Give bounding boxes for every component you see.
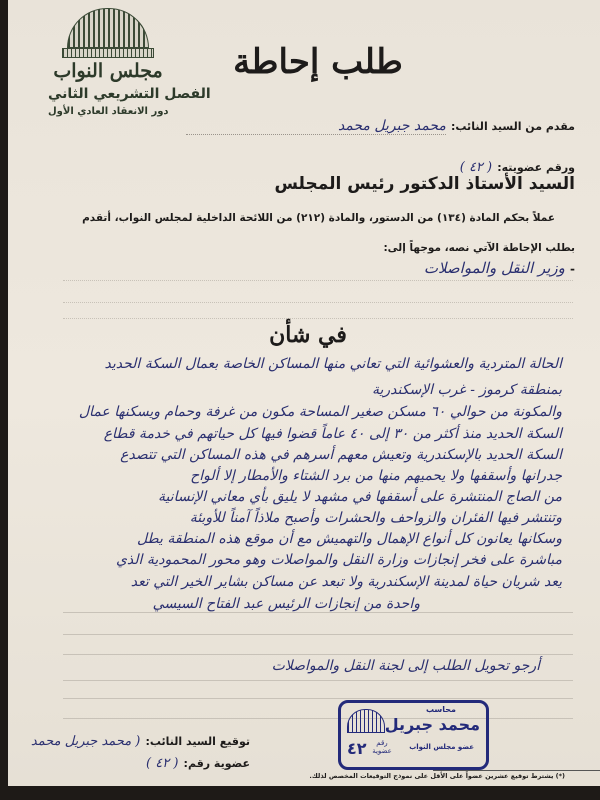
stamp-top: محاسب <box>425 705 456 714</box>
stamp-membership-number: ٤٢ <box>347 739 367 758</box>
directed-to-row <box>65 258 575 277</box>
dome-base-icon <box>62 48 154 58</box>
body-line: وتنتشر فيها الفئران والزواحف والحشرات وأصبح ملاذاً آمناً للأوبئة <box>189 510 562 526</box>
footnote: (*) يشترط توقيع عشرين عضواً على الأقل على نموذج التوقيعات المخصص لذلك. <box>309 772 565 780</box>
signature-label: توقيع السيد النائب: <box>145 735 250 748</box>
body-line: بمنطقة كرموز - غرب الإسكندرية <box>372 382 562 398</box>
bullet: - <box>570 262 575 276</box>
document-page <box>8 0 600 786</box>
signature-row <box>31 730 250 749</box>
body-line: يعد شريان حياة لمدينة الإسكندرية ولا تبعد عن مساكن بشاير الخير التي تعد <box>130 574 562 590</box>
preamble: عملاً بحكم المادة (١٣٤) من الدستور، والمادة (٢١٢) من اللائحة الداخلية لمجلس النواب، أتقدم <box>82 212 555 224</box>
membership-value: ( ٤٢ ) <box>459 160 493 175</box>
dome-icon <box>347 709 385 733</box>
logo-name: مجلس النواب <box>53 60 163 82</box>
submitted-by-label: مقدم من السيد النائب: <box>451 120 575 133</box>
divider <box>63 302 573 303</box>
stamp-role: عضو مجلس النواب <box>409 743 474 751</box>
directed-to-value: وزير النقل والمواصلات <box>423 259 565 277</box>
body-line: والمكونة من حوالي ٦٠ مسكن صغير المساحة مكون من غرفة وحمام ويسكنها عمال <box>78 404 562 420</box>
ruled-line <box>63 654 573 655</box>
dome-icon <box>67 8 149 48</box>
body-line: مباشرة على فخر إنجازات وزارة النقل والمواصلات وهو محور المحمودية الذي <box>115 552 562 568</box>
ruled-line <box>63 680 573 681</box>
membership-label: ورقم عضويته: <box>497 161 575 174</box>
ruled-line <box>63 718 573 719</box>
divider <box>63 280 573 281</box>
ruled-line <box>63 698 573 699</box>
signature-value: ( محمد جبريل محمد <box>30 734 141 749</box>
logo-term: الفصل التشريعي الثاني <box>48 86 211 102</box>
parliament-logo <box>48 8 211 117</box>
closing-request: أرجو تحويل الطلب إلى لجنة النقل والمواصلات <box>271 658 540 674</box>
request-intro: بطلب الإحاطة الآتي نصه، موجهاً إلى: <box>383 242 575 254</box>
ruled-line <box>63 634 573 635</box>
body-line: الحالة المتردية والعشوائية التي تعاني منها المساكن الخاصة بعمال السكة الحديد <box>104 356 562 372</box>
member-stamp <box>338 700 489 770</box>
submitted-by-row <box>175 115 575 135</box>
footnote-rule <box>433 770 600 771</box>
signature-membership-label: عضوية رقم: <box>183 757 250 770</box>
membership-row <box>460 156 575 175</box>
body-line: وسكانها يعانون كل أنواع الإهمال والتهميش مع أن موقع هذه المنطقة يطل <box>136 531 562 547</box>
divider <box>63 318 573 319</box>
subject-heading: في شأن <box>269 322 347 348</box>
signature-membership-row <box>146 752 250 771</box>
stamp-membership-label: رقم عضوية <box>372 739 392 755</box>
stamp-name: محمد جبريل <box>384 715 480 734</box>
submitted-by-value: محمد جبريل محمد <box>186 118 446 135</box>
logo-session: دور الانعقاد العادي الأول <box>48 106 169 117</box>
ruled-line <box>63 612 573 613</box>
body-line: السكة الحديد منذ أكثر من ٣٠ إلى ٤٠ عاماً قضوا فيها كل حياتهم في خدمة قطاع <box>103 426 562 442</box>
body-line: واحدة من إنجازات الرئيس عبد الفتاح السيسي <box>152 596 420 612</box>
signature-membership-value: ( ٤٢ ) <box>146 756 179 771</box>
body-line: من الصاج المنتشرة على أسقفها في مشهد لا يليق بأي معاني الإنسانية <box>157 489 562 505</box>
page-title: طلب إحاطة <box>233 42 403 82</box>
addressee: السيد الأستاذ الدكتور رئيس المجلس <box>274 174 575 194</box>
body-line: السكة الحديد بالإسكندرية وتعيش معهم أسرهم في هذه المساكن التي تتصدع <box>120 447 562 463</box>
body-line: جدرانها وأسقفها ولا يحميهم منها من برد الشتاء والأمطار إلا ألواح <box>190 468 562 484</box>
